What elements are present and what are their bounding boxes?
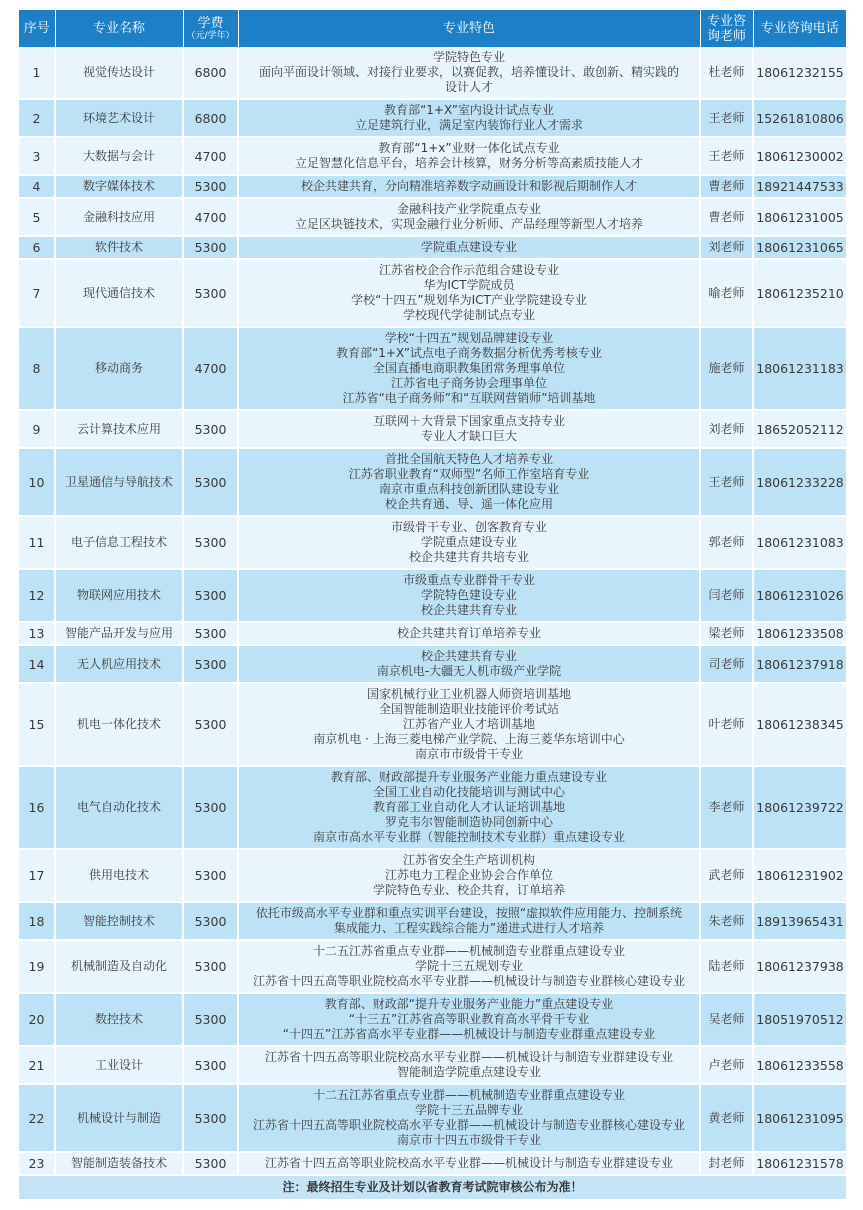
tuition-fee: 5300 — [183, 645, 238, 683]
major-features — [238, 198, 700, 236]
header-fee-label: 学费 — [197, 15, 224, 31]
consult-teacher: 司老师 — [700, 645, 753, 683]
header-no: 序号 — [19, 10, 55, 47]
major-name: 数控技术 — [55, 993, 183, 1046]
row-number: 23 — [19, 1152, 55, 1175]
major-name: 金融科技应用 — [55, 198, 183, 236]
feature-line: 南京市高水平专业群（智能控制技术专业群）重点建设专业 — [312, 830, 625, 844]
consult-teacher: 曹老师 — [700, 175, 753, 198]
major-features — [238, 993, 700, 1046]
header-name: 专业名称 — [55, 10, 183, 47]
header-phone: 专业咨询电话 — [753, 10, 846, 47]
tuition-fee: 5300 — [183, 683, 238, 766]
tuition-fee: 5300 — [183, 622, 238, 645]
major-name: 机械制造及自动化 — [55, 940, 183, 993]
table-row — [19, 259, 846, 327]
table-row — [19, 236, 846, 259]
feature-line: 南京市重点科技创新团队建设专业 — [378, 482, 559, 496]
consult-teacher: 王老师 — [700, 99, 753, 137]
consult-phone: 18061231578 — [753, 1152, 846, 1175]
consult-teacher: 王老师 — [700, 137, 753, 175]
consult-phone: 18061235210 — [753, 259, 846, 327]
table-row — [19, 516, 846, 569]
table-row — [19, 175, 846, 198]
major-name: 电子信息工程技术 — [55, 516, 183, 569]
feature-line: 立足建筑行业，满足室内装饰行业人才需求 — [354, 118, 583, 132]
feature-line: 南京市市级骨干专业 — [414, 747, 523, 761]
feature-line: 江苏电力工程企业协会合作单位 — [384, 868, 553, 882]
consult-phone: 18061231095 — [753, 1084, 846, 1152]
consult-phone: 18061233508 — [753, 622, 846, 645]
feature-line: 华为ICT学院成员 — [423, 278, 515, 292]
consult-teacher: 黄老师 — [700, 1084, 753, 1152]
feature-line: 学校“十四五”规划品牌建设专业 — [384, 331, 554, 345]
table-row — [19, 448, 846, 516]
tuition-fee: 5300 — [183, 410, 238, 448]
table-row — [19, 1152, 846, 1175]
header-fee — [183, 10, 238, 47]
tuition-fee: 5300 — [183, 902, 238, 940]
feature-line: 江苏省职业教育“双师型”名师工作室培育专业 — [348, 467, 590, 481]
major-features — [238, 849, 700, 902]
major-name: 数字媒体技术 — [55, 175, 183, 198]
feature-line: 江苏省安全生产培训机构 — [402, 853, 535, 867]
consult-teacher: 王老师 — [700, 448, 753, 516]
major-name: 现代通信技术 — [55, 259, 183, 327]
consult-phone: 18061231083 — [753, 516, 846, 569]
header-fee-unit: （元/学年） — [186, 30, 235, 41]
feature-line: 罗克韦尔智能制造协同创新中心 — [384, 815, 553, 829]
major-name: 机械设计与制造 — [55, 1084, 183, 1152]
major-features — [238, 1084, 700, 1152]
consult-phone: 18061238345 — [753, 683, 846, 766]
row-number: 8 — [19, 327, 55, 410]
consult-teacher: 闫老师 — [700, 569, 753, 622]
tuition-fee: 5300 — [183, 1046, 238, 1084]
consult-teacher: 叶老师 — [700, 683, 753, 766]
tuition-fee: 5300 — [183, 766, 238, 849]
note-row — [19, 1175, 846, 1200]
feature-line: 依托市级高水平专业群和重点实训平台建设，按照“虚拟软件应用能力、控制系统 — [255, 906, 683, 920]
feature-line: 校企共建共育共培专业 — [408, 550, 529, 564]
feature-line: “十四五”江苏省高水平专业群——机械设计与制造专业群重点建设专业 — [282, 1027, 656, 1041]
consult-phone: 18051970512 — [753, 993, 846, 1046]
major-name: 工业设计 — [55, 1046, 183, 1084]
feature-line: 首批全国航天特色人才培养专业 — [384, 452, 553, 466]
major-name: 大数据与会计 — [55, 137, 183, 175]
feature-line: 立足智慧化信息平台，培养会计核算，财务分析等高素质技能人才 — [294, 156, 643, 170]
feature-line: 教育部“1+X”室内设计试点专业 — [384, 103, 554, 117]
tuition-fee: 5300 — [183, 259, 238, 327]
row-number: 6 — [19, 236, 55, 259]
tuition-fee: 5300 — [183, 448, 238, 516]
table-row — [19, 849, 846, 902]
feature-line: 南京市十四五市级骨干专业 — [396, 1133, 541, 1147]
row-number: 21 — [19, 1046, 55, 1084]
major-features — [238, 137, 700, 175]
tuition-fee: 5300 — [183, 849, 238, 902]
table-row — [19, 902, 846, 940]
row-number: 11 — [19, 516, 55, 569]
consult-teacher: 喻老师 — [700, 259, 753, 327]
row-number: 14 — [19, 645, 55, 683]
feature-line: 江苏省十四五高等职业院校高水平专业群——机械设计与制造专业群核心建设专业 — [252, 1118, 685, 1132]
table-body — [19, 47, 846, 1175]
row-number: 22 — [19, 1084, 55, 1152]
feature-line: 江苏省十四五高等职业院校高水平专业群——机械设计与制造专业群核心建设专业 — [252, 974, 685, 988]
feature-line: 全国直播电商职教集团常务理事单位 — [372, 361, 565, 375]
majors-table — [19, 10, 846, 1201]
feature-line: 教育部“1+x”业财一体化试点专业 — [378, 141, 560, 155]
feature-line: 集成能力、工程实践综合能力”递进式进行人才培养 — [333, 921, 605, 935]
tuition-fee: 6800 — [183, 99, 238, 137]
major-name: 电气自动化技术 — [55, 766, 183, 849]
consult-phone: 18061233228 — [753, 448, 846, 516]
major-features — [238, 1046, 700, 1084]
feature-line: 全国工业自动化技能培训与测试中心 — [372, 785, 565, 799]
feature-line: 江苏省十四五高等职业院校高水平专业群——机械设计与制造专业群建设专业 — [264, 1050, 673, 1064]
feature-line: 国家机械行业工业机器人师资培训基地 — [366, 687, 571, 701]
row-number: 20 — [19, 993, 55, 1046]
row-number: 2 — [19, 99, 55, 137]
table-row — [19, 993, 846, 1046]
major-name: 物联网应用技术 — [55, 569, 183, 622]
major-features — [238, 940, 700, 993]
consult-teacher: 陆老师 — [700, 940, 753, 993]
row-number: 16 — [19, 766, 55, 849]
table-row — [19, 645, 846, 683]
consult-phone: 18061237938 — [753, 940, 846, 993]
tuition-fee: 5300 — [183, 516, 238, 569]
table-row — [19, 99, 846, 137]
consult-phone: 18061239722 — [753, 766, 846, 849]
consult-teacher: 吴老师 — [700, 993, 753, 1046]
table-header-row — [19, 10, 846, 47]
major-name: 视觉传达设计 — [55, 47, 183, 99]
consult-phone: 18061231005 — [753, 198, 846, 236]
consult-phone: 18913965431 — [753, 902, 846, 940]
major-features — [238, 259, 700, 327]
feature-line: 面向平面设计领域、对接行业要求，以赛促教，培养懂设计、敢创新、精实践的 — [258, 65, 679, 79]
consult-teacher: 李老师 — [700, 766, 753, 849]
major-features — [238, 1152, 700, 1175]
note-text: 注：最终招生专业及计划以省教育考试院审核公布为准！ — [19, 1175, 846, 1200]
table-row — [19, 569, 846, 622]
table-row — [19, 766, 846, 849]
table-row — [19, 410, 846, 448]
tuition-fee: 6800 — [183, 47, 238, 99]
consult-teacher: 郭老师 — [700, 516, 753, 569]
feature-line: 学院十三五品牌专业 — [414, 1103, 523, 1117]
feature-line: 十二五江苏省重点专业群——机械制造专业群重点建设专业 — [312, 944, 625, 958]
row-number: 15 — [19, 683, 55, 766]
consult-phone: 18921447533 — [753, 175, 846, 198]
row-number: 3 — [19, 137, 55, 175]
row-number: 13 — [19, 622, 55, 645]
feature-line: 市级重点专业群骨干专业 — [402, 573, 535, 587]
major-features — [238, 327, 700, 410]
feature-line: 金融科技产业学院重点专业 — [396, 202, 541, 216]
tuition-fee: 5300 — [183, 1084, 238, 1152]
feature-line: 市级骨干专业、创客教育专业 — [390, 520, 547, 534]
feature-line: 江苏省校企合作示范组合建设专业 — [378, 263, 559, 277]
feature-line: 专业人才缺口巨大 — [420, 429, 517, 443]
consult-teacher: 卢老师 — [700, 1046, 753, 1084]
consult-phone: 15261810806 — [753, 99, 846, 137]
consult-teacher: 朱老师 — [700, 902, 753, 940]
feature-line: 学校现代学徒制试点专业 — [402, 308, 535, 322]
row-number: 19 — [19, 940, 55, 993]
major-features — [238, 622, 700, 645]
tuition-fee: 4700 — [183, 327, 238, 410]
tuition-fee: 5300 — [183, 236, 238, 259]
feature-line: 学院特色建设专业 — [420, 588, 517, 602]
major-features — [238, 99, 700, 137]
major-features — [238, 766, 700, 849]
feature-line: 江苏省十四五高等职业院校高水平专业群——机械设计与制造专业群建设专业 — [264, 1156, 673, 1170]
feature-line: 校企共建共育专业 — [420, 603, 517, 617]
consult-phone: 18061233558 — [753, 1046, 846, 1084]
consult-teacher: 刘老师 — [700, 410, 753, 448]
major-name: 移动商务 — [55, 327, 183, 410]
table-row — [19, 327, 846, 410]
major-name: 云计算技术应用 — [55, 410, 183, 448]
consult-phone: 18061231902 — [753, 849, 846, 902]
major-features — [238, 516, 700, 569]
feature-line: 学院十三五规划专业 — [414, 959, 523, 973]
tuition-fee: 4700 — [183, 198, 238, 236]
feature-line: 学院重点建设专业 — [420, 535, 517, 549]
consult-teacher: 施老师 — [700, 327, 753, 410]
row-number: 5 — [19, 198, 55, 236]
consult-teacher: 杜老师 — [700, 47, 753, 99]
major-name: 卫星通信与导航技术 — [55, 448, 183, 516]
tuition-fee: 5300 — [183, 1152, 238, 1175]
feature-line: 江苏省电子商务协会理事单位 — [390, 376, 547, 390]
feature-line: 学院特色专业、校企共育，订单培养 — [372, 883, 565, 897]
consult-phone: 18652052112 — [753, 410, 846, 448]
feature-line: 智能制造学院重点建设专业 — [396, 1065, 541, 1079]
row-number: 18 — [19, 902, 55, 940]
consult-teacher: 曹老师 — [700, 198, 753, 236]
feature-line: 教育部工业自动化人才认证培训基地 — [372, 800, 565, 814]
consult-phone: 18061237918 — [753, 645, 846, 683]
row-number: 1 — [19, 47, 55, 99]
feature-line: 江苏省产业人才培训基地 — [402, 717, 535, 731]
feature-line: 校企共建共育专业 — [420, 649, 517, 663]
tuition-fee: 5300 — [183, 175, 238, 198]
major-features — [238, 569, 700, 622]
row-number: 10 — [19, 448, 55, 516]
major-name: 软件技术 — [55, 236, 183, 259]
feature-line: “十三五”江苏省高等职业教育高水平骨干专业 — [348, 1012, 590, 1026]
table-row — [19, 47, 846, 99]
feature-line: 学院特色专业 — [432, 50, 505, 64]
consult-teacher: 封老师 — [700, 1152, 753, 1175]
major-features — [238, 683, 700, 766]
feature-line: 教育部“1+X”试点电子商务数据分析优秀考核专业 — [336, 346, 602, 360]
major-name: 环境艺术设计 — [55, 99, 183, 137]
feature-line: 教育部、财政部“提升专业服务产业能力”重点建设专业 — [324, 997, 614, 1011]
tuition-fee: 5300 — [183, 940, 238, 993]
feature-line: 全国智能制造职业技能评价考试站 — [378, 702, 559, 716]
row-number: 17 — [19, 849, 55, 902]
major-name: 机电一体化技术 — [55, 683, 183, 766]
major-name: 无人机应用技术 — [55, 645, 183, 683]
table-row — [19, 198, 846, 236]
feature-line: 互联网＋大背景下国家重点支持专业 — [372, 414, 565, 428]
major-name: 智能产品开发与应用 — [55, 622, 183, 645]
major-features — [238, 410, 700, 448]
feature-line: 校企共建共育，分向精准培养数字动画设计和影视后期制作人才 — [300, 179, 637, 193]
major-features — [238, 645, 700, 683]
tuition-fee: 5300 — [183, 569, 238, 622]
feature-line: 学院重点建设专业 — [420, 240, 517, 254]
major-features — [238, 47, 700, 99]
feature-line: 南京机电-大疆无人机市级产业学院 — [376, 664, 562, 678]
row-number: 4 — [19, 175, 55, 198]
tuition-fee: 4700 — [183, 137, 238, 175]
consult-phone: 18061231065 — [753, 236, 846, 259]
row-number: 9 — [19, 410, 55, 448]
tuition-fee: 5300 — [183, 993, 238, 1046]
major-features — [238, 902, 700, 940]
header-features: 专业特色 — [238, 10, 700, 47]
table-row — [19, 1084, 846, 1152]
table-row — [19, 137, 846, 175]
table-row — [19, 1046, 846, 1084]
row-number: 7 — [19, 259, 55, 327]
consult-phone: 18061232155 — [753, 47, 846, 99]
feature-line: 设计人才 — [444, 80, 493, 94]
consult-phone: 18061231026 — [753, 569, 846, 622]
major-name: 智能制造装备技术 — [55, 1152, 183, 1175]
feature-line: 校企共建共育订单培养专业 — [396, 626, 541, 640]
table-row — [19, 940, 846, 993]
feature-line: 学校“十四五”规划华为ICT产业学院建设专业 — [351, 293, 587, 307]
feature-line: 南京机电 · 上海三菱电梯产业学院、上海三菱华东培训中心 — [313, 732, 625, 746]
consult-phone: 18061231183 — [753, 327, 846, 410]
consult-teacher: 武老师 — [700, 849, 753, 902]
feature-line: 教育部、财政部提升专业服务产业能力重点建设专业 — [330, 770, 607, 784]
feature-line: 立足区块链技术，实现金融行业分析师、产品经理等新型人才培养 — [294, 217, 643, 231]
feature-line: 校企共育通、导、遥一体化应用 — [384, 497, 553, 511]
feature-line: 十二五江苏省重点专业群——机械制造专业群重点建设专业 — [312, 1088, 625, 1102]
consult-teacher: 梁老师 — [700, 622, 753, 645]
major-name: 智能控制技术 — [55, 902, 183, 940]
major-features — [238, 236, 700, 259]
major-name: 供用电技术 — [55, 849, 183, 902]
feature-line: 江苏省“电子商务师”和“互联网营销师”培训基地 — [342, 391, 596, 405]
consult-teacher: 刘老师 — [700, 236, 753, 259]
row-number: 12 — [19, 569, 55, 622]
table-row — [19, 622, 846, 645]
header-teacher: 专业咨询老师 — [700, 10, 753, 47]
major-features — [238, 448, 700, 516]
table-row — [19, 683, 846, 766]
consult-phone: 18061230002 — [753, 137, 846, 175]
major-features — [238, 175, 700, 198]
